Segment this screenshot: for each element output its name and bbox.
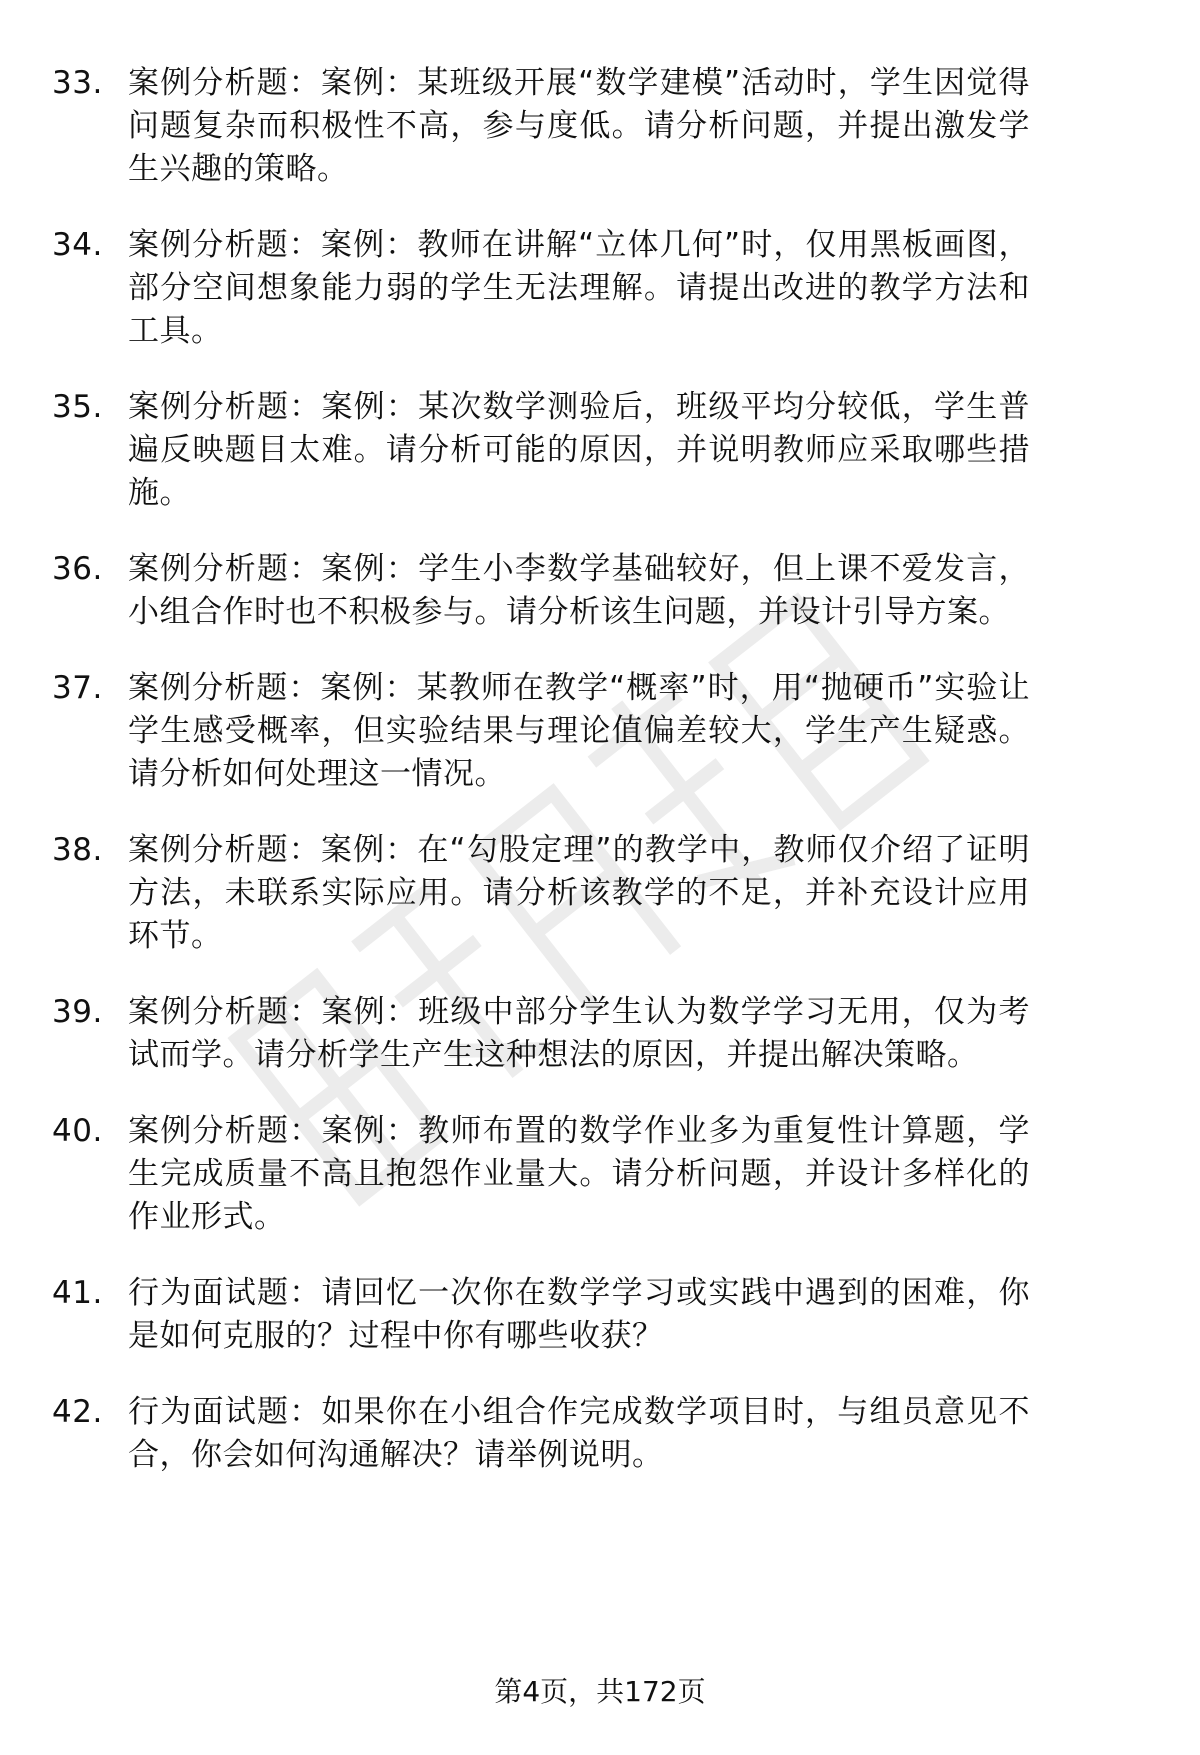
question-number: 35.	[52, 389, 103, 425]
question-item	[0, 224, 1200, 353]
question-page	[0, 62, 1200, 1510]
question-item	[0, 1391, 1200, 1477]
question-number: 37.	[52, 670, 103, 706]
question-text: 行为面试题：请回忆一次你在数学学习或实践中遇到的困难，你是如何克服的？过程中你有哪些收获？	[128, 1275, 1030, 1354]
question-number: 36.	[52, 551, 103, 587]
question-number: 33.	[52, 65, 103, 101]
question-number: 38.	[52, 832, 103, 868]
question-item	[0, 548, 1200, 634]
question-item	[0, 991, 1200, 1077]
question-item	[0, 667, 1200, 796]
question-text: 案例分析题：案例：某教师在教学“概率”时，用“抛硬币”实验让学生感受概率，但实验结果与理论值偏差较大，学生产生疑惑。请分析如何处理这一情况。	[128, 670, 1030, 792]
question-number: 42.	[52, 1394, 103, 1430]
question-number: 39.	[52, 994, 103, 1030]
question-list	[0, 62, 1200, 1477]
question-item	[0, 62, 1200, 191]
question-number: 40.	[52, 1113, 103, 1149]
question-number: 34.	[52, 227, 103, 263]
question-text: 案例分析题：案例：教师布置的数学作业多为重复性计算题，学生完成质量不高且抱怨作业量大。请分析问题，并设计多样化的作业形式。	[128, 1113, 1030, 1235]
page-footer	[0, 1672, 1200, 1712]
question-text: 行为面试题：如果你在小组合作完成数学项目时，与组员意见不合，你会如何沟通解决？请举例说明。	[128, 1394, 1030, 1473]
question-item	[0, 1272, 1200, 1358]
question-text: 案例分析题：案例：某班级开展“数学建模”活动时，学生因觉得问题复杂而积极性不高，参与度低。请分析问题，并提出激发学生兴趣的策略。	[128, 65, 1030, 187]
question-item	[0, 1110, 1200, 1239]
question-number: 41.	[52, 1275, 103, 1311]
page-number-label: 第4页，共172页	[494, 1675, 706, 1708]
question-text: 案例分析题：案例：教师在讲解“立体几何”时，仅用黑板画图，部分空间想象能力弱的学生无法理解。请提出改进的教学方法和工具。	[128, 227, 1030, 349]
question-item	[0, 829, 1200, 958]
question-text: 案例分析题：案例：学生小李数学基础较好，但上课不爱发言，小组合作时也不积极参与。请分析该生问题，并设计引导方案。	[128, 551, 1030, 630]
question-text: 案例分析题：案例：在“勾股定理”的教学中，教师仅介绍了证明方法，未联系实际应用。请分析该教学的不足，并补充设计应用环节。	[128, 832, 1030, 954]
question-text: 案例分析题：案例：某次数学测验后，班级平均分较低，学生普遍反映题目太难。请分析可能的原因，并说明教师应采取哪些措施。	[128, 389, 1030, 511]
question-item	[0, 386, 1200, 515]
question-text: 案例分析题：案例：班级中部分学生认为数学学习无用，仅为考试而学。请分析学生产生这种想法的原因，并提出解决策略。	[128, 994, 1030, 1073]
